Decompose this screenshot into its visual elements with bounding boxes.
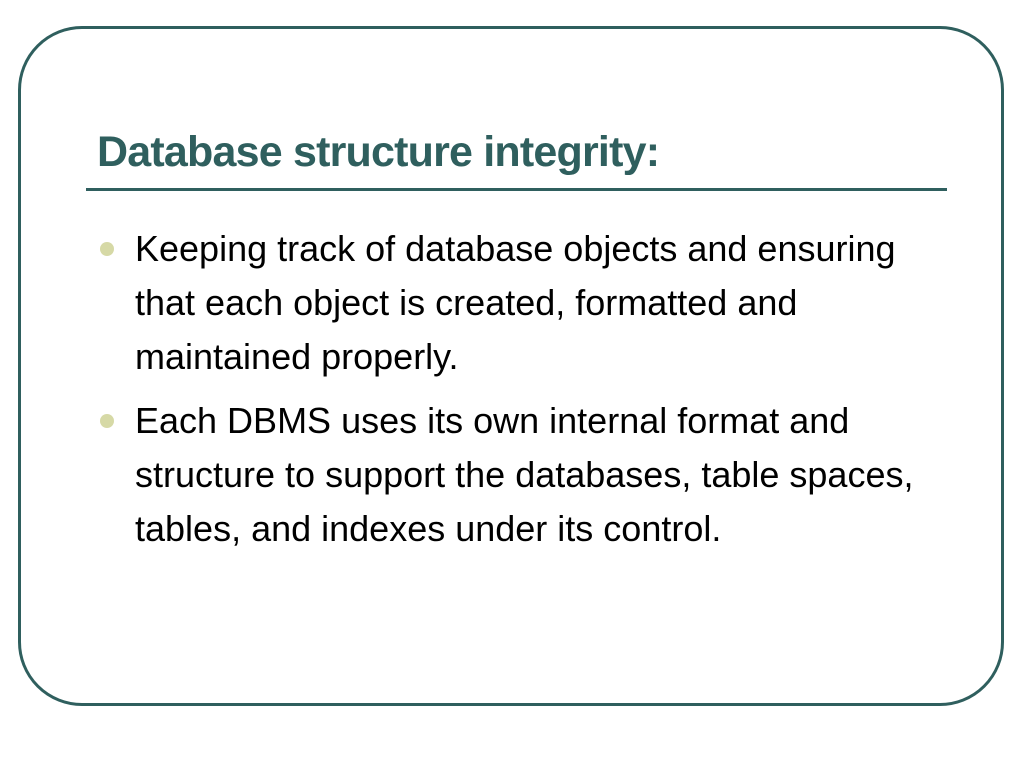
bullet-text: Keeping track of database objects and ensuring that each object is created, formatted and maintained properly. xyxy=(135,228,896,377)
bullet-dot-icon xyxy=(100,414,114,428)
bullet-dot-icon xyxy=(100,242,114,256)
bullet-list xyxy=(98,222,943,566)
bullet-item xyxy=(98,222,943,384)
bullet-item xyxy=(98,394,943,556)
slide-title: Database structure integrity: xyxy=(97,128,660,176)
title-divider xyxy=(86,188,947,191)
bullet-text: Each DBMS uses its own internal format and structure to support the databases, table spaces, tables, and indexes under its control. xyxy=(135,400,914,549)
